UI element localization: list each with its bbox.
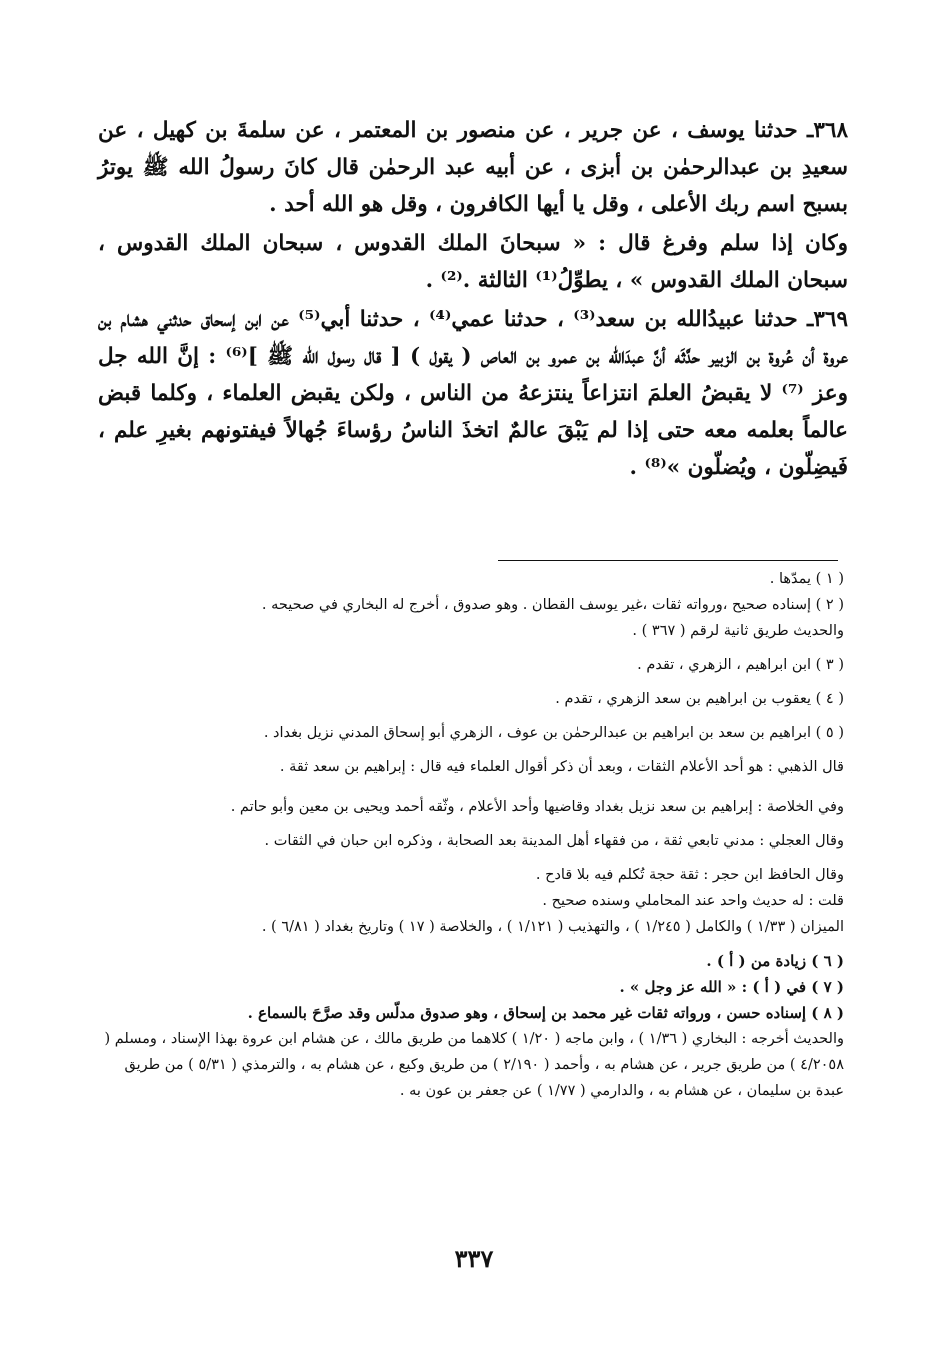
hadith-368-line3: اسم ربك الأعلى ، وقل يا أيها الكافرون ، وقل هو الله أحد .: [269, 192, 795, 217]
footnote-8: ( ٨ ) إسناده حسن ، ورواته ثقات غير محمد بن إسحاق ، وهو صدوق مدلّس وقد صرَّحَ بالسماع .: [247, 1004, 844, 1022]
footnote-2-continued: والحديث طريق ثانية لرقم ( ٣٦٧ ) .: [632, 623, 844, 639]
hadith-369: [98, 301, 848, 486]
hadith-368-continued: [98, 225, 848, 299]
hadith-368-line4: وكان إذا سلم وفرغ قال : « سبحانَ الملك القدوس ، سبحان الملك القدوس ، سبحان: [98, 231, 848, 293]
footnote-5-khulasa: وفي الخلاصة : إبراهيم بن سعد نزيل بغداد وقاضيها وأحد الأعلام ، وثّقه أحمد ويحيى بن معين وأبو حاتم .: [230, 799, 844, 815]
main-text: [98, 112, 848, 488]
footnote-5-qultu: قلت : له حديث واحد عند المحاملي وسنده صحيح .: [542, 893, 844, 909]
footnotes: [98, 566, 844, 1104]
footnote-4: ( ٤ ) يعقوب بن ابراهيم بن سعد الزهري ، تقدم .: [555, 691, 844, 707]
footnote-5-references: الميزان ( ١/٣٣ ) والكامل ( ١/٢٤٥ ) ، والتهذيب ( ١/١٢١ ) ، والخلاصة ( ١٧ ) وتاريخ بغداد ( ٦/٨١ ) .: [261, 919, 844, 935]
page-number: ٣٣٧: [454, 1244, 494, 1273]
hadith-369-line2: حدثني هشام بن عروة أن عُروة بن الزبير حدَّثَه أنَّ عبدَالله بن عمرو بن العاص ( يقول ): [98, 307, 848, 369]
footnote-6: ( ٦ ) زيادة من ( أ ) .: [706, 952, 844, 970]
hadith-369-line1: ٣٦٩ـ حدثنا عبيدُالله بن سعد⁽³⁾ ، حدثنا عمي⁽⁴⁾ ، حدثنا أبي⁽⁵⁾ عن ابن إسحاق: [200, 307, 849, 332]
footnote-5-ibn-hajar: وقال الحافظ ابن حجر : ثقة حجة تُكلم فيه بلا قادح .: [535, 867, 844, 883]
footnote-5-dhahabi: قال الذهبي : هو أحد الأعلام الثقات ، وبعد أن ذكر أقوال العلماء فيه قال : إبراهيم بن سعد ثقة .: [279, 759, 844, 775]
hadith-369-line4: ولكن يقبض العلماء ، وكلما قبض عالماً بعلمه معه حتى إذا لم يَبْقَ عالمٌ اتخذَ الناسُ رؤساءَ: [98, 381, 848, 443]
footnote-divider: [498, 560, 838, 561]
hadith-368-line2: سعيدِ بن عبدالرحمٰن بن أبزى ، عن أبيه عبد الرحمٰن قال كانَ رسولُ الله ﷺ يوترُ بسبح: [98, 155, 848, 217]
hadith-368-line5: الملك القدوس » ، يطوِّلُ⁽¹⁾ الثالثة .⁽²⁾ .: [425, 268, 780, 293]
footnote-2: ( ٢ ) إسناده صحيح ،ورواته ثقات ،غير يوسف القطان . وهو صدوق ، أخرج له البخاري في صحيحه .: [261, 597, 844, 613]
footnote-1: ( ١ ) يمدّها .: [769, 571, 844, 587]
hadith-369-line5: جُهالاً فيفتونهم بغيرِ علم ، فَيضِلّون ، ويُضلّون »⁽⁸⁾ .: [98, 418, 848, 480]
hadith-368: [98, 112, 848, 223]
footnote-5-ijli: وقال العجلي : مدني تابعي ثقة ، من فقهاء أهل المدينة بعد الصحابة ، وذكره ابن حبان في الثقات .: [264, 833, 844, 849]
footnote-5: ( ٥ ) ابراهيم بن سعد بن ابراهيم بن عبدالرحمٰن بن عوف ، الزهري أبو إسحاق المدني نزيل بغداد .: [263, 725, 844, 741]
hadith-368-line1: ٣٦٨ـ حدثنا يوسف ، عن جرير ، عن منصور بن المعتمر ، عن سلمةَ بن كهيل ، عن: [98, 118, 848, 143]
footnote-7: ( ٧ ) في ( أ ) : « الله عز وجل » .: [619, 978, 844, 996]
footnote-3: ( ٣ ) ابن ابراهيم ، الزهري ، تقدم .: [637, 657, 844, 673]
hadith-369-line3: [ قال رسول الله ﷺ ]⁽⁶⁾ : إنَّ الله جل وعز ⁽⁷⁾ لا يقبضُ العلمَ انتزاعاً ينتزعهُ من الناس ،: [98, 344, 848, 406]
footnote-8-continued: والحديث أخرجه : البخاري ( ١/٣٦ ) ، وابن ماجه ( ١/٢٠ ) كلاهما من طريق مالك ، عن هشام ابن عروة بهذا الإسناد ، ومسلم ( ٤/٢٠٥٨ ) من طريق جرير ، عن هشام به ، وأحمد ( ٢/١٩٠ ) من طريق وكيع ، عن هشام به ، والترمذي ( ٥/٣١ ) من طريق عبدة بن سليمان ، عن هشام به ، والدارمي ( ١/٧٧ ) عن جعفر بن عون به .: [104, 1031, 844, 1099]
